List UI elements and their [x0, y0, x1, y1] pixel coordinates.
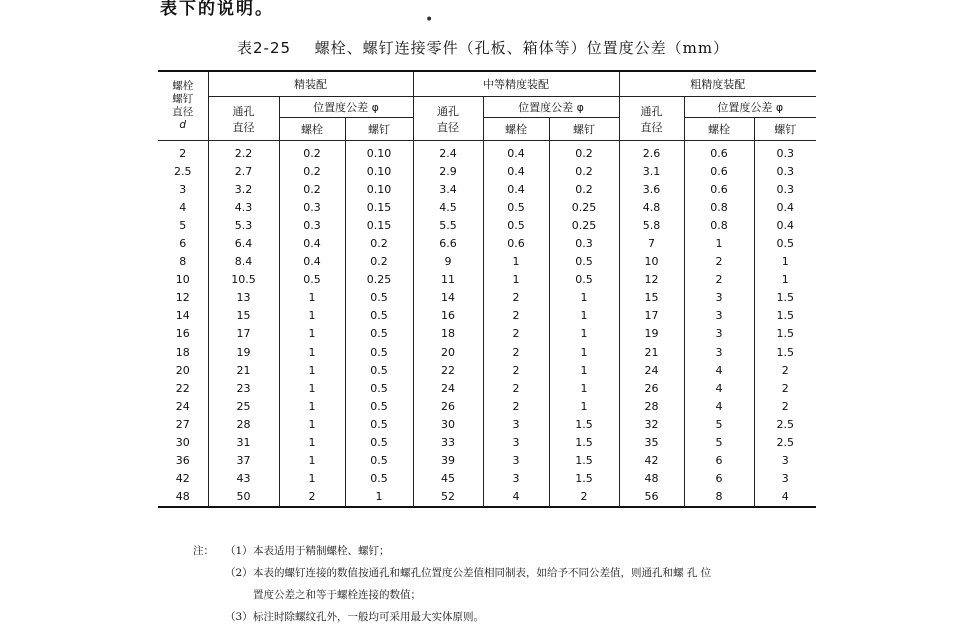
value-cell: 28 [208, 415, 279, 433]
value-cell: 3 [754, 470, 816, 488]
value-cell: 0.10 [345, 162, 413, 180]
value-cell: 0.15 [345, 216, 413, 234]
diameter-cell: 2 [179, 146, 187, 160]
value-cell: 0.2 [279, 180, 345, 198]
value-cell: 1 [279, 343, 345, 361]
value-cell: 0.5 [549, 253, 619, 271]
value-cell: 0.2 [345, 234, 413, 252]
value-cell: 2.7 [208, 162, 279, 180]
position-tolerance-header: 位置度公差 φ [684, 97, 816, 118]
value-cell: 1 [549, 325, 619, 343]
table-row [158, 488, 816, 507]
value-cell: 2.4 [413, 141, 483, 163]
value-cell: 0.15 [345, 198, 413, 216]
value-cell: 15 [208, 307, 279, 325]
through-hole-header: 通孔 直径 [208, 97, 279, 141]
value-cell: 24 [619, 361, 684, 379]
value-cell: 2 [483, 379, 549, 397]
value-cell: 6.6 [413, 234, 483, 252]
value-cell: 0.5 [345, 289, 413, 307]
diameter-cell: 30 [175, 436, 190, 450]
value-cell: 0.5 [483, 216, 549, 234]
value-cell: 1 [549, 343, 619, 361]
table-row [158, 470, 816, 488]
value-cell: 1 [549, 307, 619, 325]
note-text: 本表的螺钉连接的数值按通孔和螺孔位置度公差值相同制表，如给予不同公差值，则通孔和螺 孔 位 [253, 567, 712, 579]
value-cell: 6 [684, 452, 754, 470]
value-cell: 2 [549, 488, 619, 507]
value-cell: 13 [208, 289, 279, 307]
value-cell: 0.4 [483, 180, 549, 198]
diameter-cell: 3 [179, 182, 187, 196]
table-row [158, 289, 816, 307]
value-cell: 3 [483, 470, 549, 488]
value-cell: 21 [619, 343, 684, 361]
value-cell: 3.1 [619, 162, 684, 180]
value-cell: 1 [483, 271, 549, 289]
note-number: （1） [225, 545, 253, 557]
value-cell: 1 [549, 397, 619, 415]
value-cell: 48 [619, 470, 684, 488]
value-cell: 0.5 [754, 234, 816, 252]
value-cell: 52 [413, 488, 483, 507]
value-cell: 5.3 [208, 216, 279, 234]
position-tolerance-header: 位置度公差 φ [483, 97, 619, 118]
value-cell: 0.5 [345, 434, 413, 452]
value-cell: 4 [684, 397, 754, 415]
value-cell: 0.4 [754, 216, 816, 234]
value-cell: 0.4 [279, 253, 345, 271]
value-cell: 1 [279, 379, 345, 397]
value-cell: 2 [483, 325, 549, 343]
value-cell: 22 [413, 361, 483, 379]
value-cell: 0.5 [345, 397, 413, 415]
value-cell: 3 [483, 452, 549, 470]
table-row [158, 162, 816, 180]
diameter-cell: 27 [175, 417, 190, 431]
table-row [158, 234, 816, 252]
position-tolerance-table [158, 70, 816, 508]
value-cell: 3.4 [413, 180, 483, 198]
value-cell: 3 [684, 307, 754, 325]
table-row [158, 415, 816, 433]
value-cell: 2 [483, 397, 549, 415]
value-cell: 0.2 [549, 180, 619, 198]
value-cell: 0.5 [345, 415, 413, 433]
value-cell: 0.3 [549, 234, 619, 252]
table-row [158, 434, 816, 452]
value-cell: 1.5 [549, 434, 619, 452]
value-cell: 21 [208, 361, 279, 379]
value-cell: 0.8 [684, 216, 754, 234]
value-cell: 1.5 [549, 470, 619, 488]
diameter-cell: 2.5 [174, 164, 192, 178]
value-cell: 3 [483, 415, 549, 433]
value-cell: 31 [208, 434, 279, 452]
value-cell: 3 [684, 325, 754, 343]
value-cell: 4 [754, 488, 816, 507]
through-hole-header: 通孔 直径 [413, 97, 483, 141]
value-cell: 0.6 [684, 162, 754, 180]
diameter-header: 螺栓 螺钉 直径 d [158, 71, 208, 141]
value-cell: 19 [208, 343, 279, 361]
value-cell: 1 [483, 253, 549, 271]
diameter-cell: 42 [175, 472, 190, 486]
value-cell: 4 [684, 361, 754, 379]
value-cell: 0.6 [684, 180, 754, 198]
value-cell: 3.2 [208, 180, 279, 198]
value-cell: 9 [413, 253, 483, 271]
table-number: 表2-25 [237, 39, 292, 57]
value-cell: 0.5 [549, 271, 619, 289]
value-cell: 1 [549, 379, 619, 397]
diameter-cell: 10 [175, 273, 190, 287]
value-cell: 0.5 [345, 361, 413, 379]
diameter-cell: 36 [175, 454, 190, 468]
note-text: 本表适用于精制螺栓、螺钉； [253, 545, 390, 557]
value-cell: 16 [413, 307, 483, 325]
value-cell: 0.3 [754, 180, 816, 198]
value-cell: 3 [684, 289, 754, 307]
notes-label: 注： [193, 545, 214, 557]
value-cell: 5.8 [619, 216, 684, 234]
screw-header: 螺钉 [549, 118, 619, 141]
value-cell: 20 [413, 343, 483, 361]
value-cell: 43 [208, 470, 279, 488]
value-cell: 28 [619, 397, 684, 415]
value-cell: 0.5 [345, 325, 413, 343]
table-title: 螺栓、螺钉连接零件（孔板、箱体等）位置度公差（mm） [314, 39, 730, 57]
note-text: 标注时除螺纹孔外，一般均可采用最大实体原则。 [253, 611, 484, 623]
bolt-header: 螺栓 [483, 118, 549, 141]
value-cell: 5.5 [413, 216, 483, 234]
screw-header: 螺钉 [345, 118, 413, 141]
value-cell: 2 [279, 488, 345, 507]
value-cell: 15 [619, 289, 684, 307]
value-cell: 32 [619, 415, 684, 433]
value-cell: 33 [413, 434, 483, 452]
value-cell: 0.10 [345, 141, 413, 163]
value-cell: 3 [483, 434, 549, 452]
value-cell: 1 [279, 434, 345, 452]
value-cell: 0.4 [279, 234, 345, 252]
diameter-cell: 6 [179, 237, 187, 251]
value-cell: 2 [684, 253, 754, 271]
table-row [158, 141, 816, 163]
coarse-assembly-header: 粗精度装配 [619, 71, 816, 97]
value-cell: 1.5 [754, 289, 816, 307]
value-cell: 0.5 [483, 198, 549, 216]
value-cell: 50 [208, 488, 279, 507]
value-cell: 0.5 [279, 271, 345, 289]
value-cell: 0.4 [754, 198, 816, 216]
value-cell: 0.5 [345, 343, 413, 361]
value-cell: 10.5 [208, 271, 279, 289]
value-cell: 0.10 [345, 180, 413, 198]
scan-speck: • [425, 12, 434, 28]
screw-header: 螺钉 [754, 118, 816, 141]
value-cell: 3 [684, 343, 754, 361]
value-cell: 0.3 [279, 198, 345, 216]
value-cell: 1 [279, 397, 345, 415]
value-cell: 3 [754, 452, 816, 470]
note-number: （2） [225, 567, 253, 579]
value-cell: 1 [549, 289, 619, 307]
value-cell: 1.5 [549, 415, 619, 433]
table-row [158, 180, 816, 198]
diameter-cell: 24 [175, 399, 190, 413]
value-cell: 2 [754, 379, 816, 397]
value-cell: 1 [279, 361, 345, 379]
value-cell: 1.5 [754, 307, 816, 325]
value-cell: 5 [684, 415, 754, 433]
bolt-header: 螺栓 [684, 118, 754, 141]
value-cell: 1 [279, 452, 345, 470]
table-row [158, 397, 816, 415]
value-cell: 1.5 [754, 325, 816, 343]
value-cell: 1 [279, 289, 345, 307]
medium-assembly-header: 中等精度装配 [413, 71, 619, 97]
value-cell: 0.2 [549, 162, 619, 180]
intro-text: 表下的说明。 [160, 0, 274, 19]
value-cell: 1 [754, 271, 816, 289]
table-row [158, 325, 816, 343]
value-cell: 26 [413, 397, 483, 415]
value-cell: 0.2 [549, 141, 619, 163]
value-cell: 0.5 [345, 452, 413, 470]
value-cell: 1 [279, 415, 345, 433]
value-cell: 0.25 [549, 216, 619, 234]
note-number: （3） [225, 611, 253, 623]
table-caption [237, 37, 729, 58]
value-cell: 26 [619, 379, 684, 397]
diameter-cell: 14 [175, 309, 190, 323]
value-cell: 0.25 [345, 271, 413, 289]
value-cell: 2.2 [208, 141, 279, 163]
diameter-cell: 16 [175, 327, 190, 341]
value-cell: 35 [619, 434, 684, 452]
value-cell: 1 [754, 253, 816, 271]
table-row [158, 216, 816, 234]
value-cell: 0.3 [279, 216, 345, 234]
value-cell: 45 [413, 470, 483, 488]
value-cell: 12 [619, 271, 684, 289]
value-cell: 0.2 [279, 141, 345, 163]
value-cell: 2 [483, 343, 549, 361]
value-cell: 3.6 [619, 180, 684, 198]
value-cell: 23 [208, 379, 279, 397]
value-cell: 0.2 [345, 253, 413, 271]
table-row [158, 361, 816, 379]
value-cell: 42 [619, 452, 684, 470]
value-cell: 1 [549, 361, 619, 379]
value-cell: 24 [413, 379, 483, 397]
table-row [158, 379, 816, 397]
value-cell: 4.8 [619, 198, 684, 216]
value-cell: 0.5 [345, 307, 413, 325]
value-cell: 4 [483, 488, 549, 507]
table-row [158, 307, 816, 325]
value-cell: 2 [754, 361, 816, 379]
diameter-cell: 8 [179, 255, 187, 269]
value-cell: 2.5 [754, 415, 816, 433]
value-cell: 0.5 [345, 470, 413, 488]
value-cell: 2 [754, 397, 816, 415]
value-cell: 1 [279, 325, 345, 343]
value-cell: 11 [413, 271, 483, 289]
diameter-cell: 5 [179, 218, 187, 232]
note-text: 置度公差之和等于螺栓连接的数值； [253, 589, 421, 601]
diameter-cell: 48 [175, 490, 190, 504]
value-cell: 4.5 [413, 198, 483, 216]
value-cell: 4 [684, 379, 754, 397]
table-row [158, 452, 816, 470]
value-cell: 0.3 [754, 162, 816, 180]
value-cell: 0.4 [483, 141, 549, 163]
value-cell: 1 [279, 470, 345, 488]
value-cell: 1 [684, 234, 754, 252]
value-cell: 4.3 [208, 198, 279, 216]
value-cell: 1 [345, 488, 413, 507]
value-cell: 6 [684, 470, 754, 488]
fine-assembly-header: 精装配 [208, 71, 413, 97]
value-cell: 8.4 [208, 253, 279, 271]
value-cell: 0.6 [483, 234, 549, 252]
value-cell: 30 [413, 415, 483, 433]
position-tolerance-header: 位置度公差 φ [279, 97, 413, 118]
value-cell: 6.4 [208, 234, 279, 252]
value-cell: 2 [483, 289, 549, 307]
diameter-cell: 4 [179, 200, 187, 214]
value-cell: 37 [208, 452, 279, 470]
diameter-cell: 22 [175, 381, 190, 395]
value-cell: 0.5 [345, 379, 413, 397]
through-hole-header: 通孔 直径 [619, 97, 684, 141]
value-cell: 8 [684, 488, 754, 507]
value-cell: 18 [413, 325, 483, 343]
value-cell: 1 [279, 307, 345, 325]
diameter-cell: 18 [175, 345, 190, 359]
value-cell: 0.2 [279, 162, 345, 180]
table-row [158, 253, 816, 271]
table-row [158, 343, 816, 361]
value-cell: 39 [413, 452, 483, 470]
value-cell: 10 [619, 253, 684, 271]
diameter-cell: 20 [175, 363, 190, 377]
value-cell: 0.3 [754, 141, 816, 163]
value-cell: 17 [619, 307, 684, 325]
bolt-header: 螺栓 [279, 118, 345, 141]
value-cell: 19 [619, 325, 684, 343]
value-cell: 1.5 [549, 452, 619, 470]
value-cell: 56 [619, 488, 684, 507]
value-cell: 14 [413, 289, 483, 307]
value-cell: 1.5 [754, 343, 816, 361]
value-cell: 25 [208, 397, 279, 415]
table-row [158, 271, 816, 289]
diameter-cell: 12 [175, 291, 190, 305]
value-cell: 2 [483, 361, 549, 379]
table-row [158, 198, 816, 216]
value-cell: 2.9 [413, 162, 483, 180]
value-cell: 0.6 [684, 141, 754, 163]
value-cell: 17 [208, 325, 279, 343]
value-cell: 2 [684, 271, 754, 289]
value-cell: 7 [619, 234, 684, 252]
value-cell: 0.25 [549, 198, 619, 216]
value-cell: 2.5 [754, 434, 816, 452]
value-cell: 0.8 [684, 198, 754, 216]
value-cell: 2.6 [619, 141, 684, 163]
value-cell: 0.4 [483, 162, 549, 180]
value-cell: 5 [684, 434, 754, 452]
value-cell: 2 [483, 307, 549, 325]
